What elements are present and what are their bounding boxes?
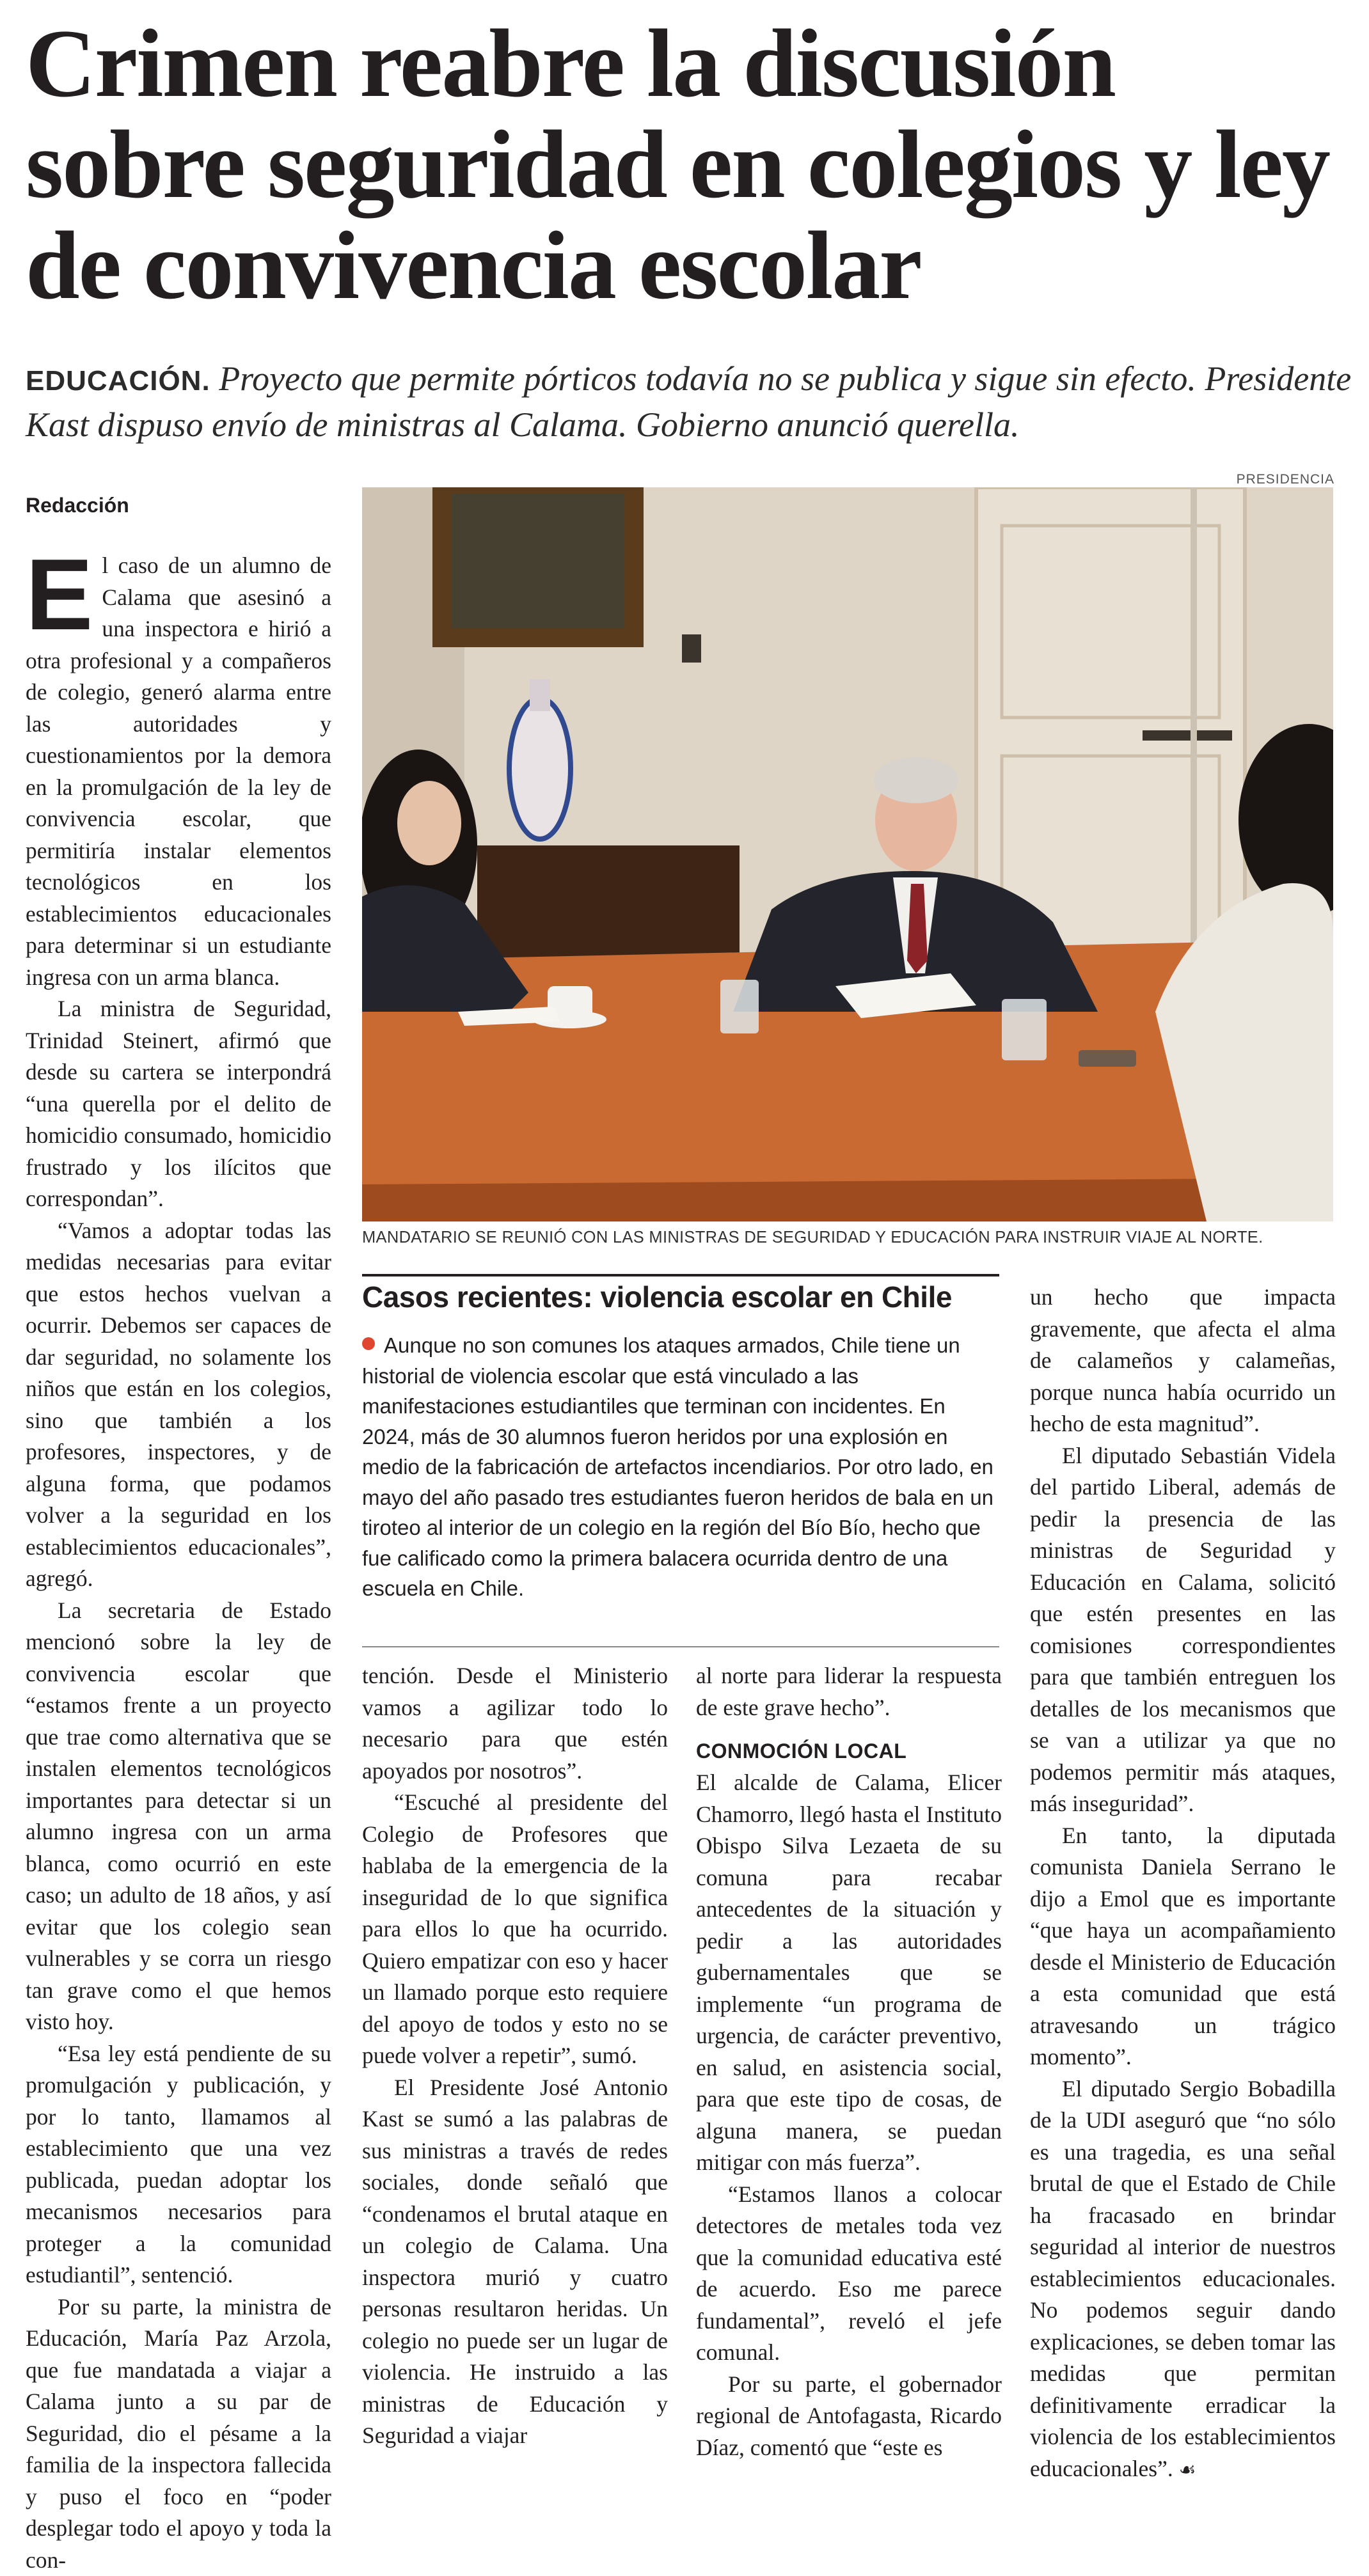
photo-table-edge [362, 1178, 1333, 1221]
paragraph: El alcalde de Calama, Elicer Chamorro, llegó hasta el Instituto Obispo Silva Lezaeta de su comuna para recabar antecedentes de la situación y pedir a las autoridades gubernamentales que se implemente “un programa de urgencia, de carácter preventivo, en salud, en asistencia social, para que este tipo de cosas, de alguna manera, se puedan mitigar con más fuerza”. [696, 1767, 1002, 2179]
end-mark-icon: ☙ [1179, 2459, 1196, 2481]
deck-text: Proyecto que permite pórticos todavía no se publica y sigue sin efecto. Presidente Kast dispuso envío de ministras al Calama. Gobierno anunció querella. [26, 359, 1351, 444]
paragraph: “Escuché al presidente del Colegio de Profesores que hablaba de la emergencia de la inseguridad de lo que significa para ellos lo que ha ocurrido. Quiero empatizar con eso y hacer un llamado porque esto requiere del apoyo de todos y esto no se puede volver a repetir”, sumó. [362, 1787, 668, 2072]
box-rule-top [362, 1274, 999, 1276]
box-title: Casos recientes: violencia escolar en Chile [362, 1278, 1002, 1316]
article-photo [362, 487, 1333, 1221]
paragraph-text: l caso de un alumno de Calama que asesinó a una inspectora e hirió a otra profesional y a compañeros de colegio, generó alarma entre las autoridades y cuestionamientos por la demora en la promulgación de la ley de convivencia escolar, que permitiría instalar elementos tecnológicos en los establecimientos educacionales para determinar si un estudiante ingresa con un arma blanca. [26, 553, 331, 990]
photo-illustration [362, 487, 1333, 1221]
box-body: Aunque no son comunes los ataques armados, Chile tiene un historial de violencia escolar que está vinculado a las manifestaciones estudiantiles que terminan con incidentes. En 2024, más de 30 alumnos fueron heridos por una explosión en medio de la fabricación de artefactos incendiarios. Por otro lado, en mayo del año pasado tres estudiantes fueron heridos de bala en un tiroteo al interior de un colegio en la región del Bío Bío, hecho que fue calificado como la primera balacera ocurrida dentro de una escuela en Chile. [362, 1333, 993, 1600]
paragraph: La secretaria de Estado mencionó sobre la ley de convivencia escolar que “estamos frente a un proyecto que trae como alternativa que se instalen elementos tecnológicos importantes para detectar si un alumno ingresa con un arma blanca, como ocurrió en este caso; un adulto de 18 años, y así evitar que los colegio sean vulnerables y se corra un riesgo tan grave como el que hemos visto hoy. [26, 1595, 331, 2038]
paragraph: El diputado Sebastián Videla del partido Liberal, además de pedir la presencia de las ministras de Seguridad y Educación en Calama, solicitó que estén presentes en las comisiones correspondientes para que también entreguen los detalles de los mecanismos que se van a utilizar ya que no podemos permitir más ataques, más inseguridad”. [1030, 1440, 1336, 1820]
photo-phone [1079, 1050, 1136, 1067]
photo-door-handle [1143, 730, 1232, 741]
column-1 [26, 550, 331, 2576]
paragraph: “Estamos llanos a colocar detectores de metales toda vez que la comunidad educativa esté de acuerdo. Eso me parece fundamental”, reveló el jefe comunal. [696, 2179, 1002, 2369]
photo-woman-left-face [397, 781, 461, 865]
dropcap: E [26, 555, 93, 634]
column-2 [362, 1660, 668, 2452]
paragraph: Por su parte, la ministra de Educación, María Paz Arzola, que fue mandatada a viajar a Calama junto a su par de Seguridad, dio el pésame a la familia de la inspectora fallecida y puso el foco en “poder desplegar todo el apoyo y toda la con- [26, 2291, 331, 2576]
paragraph: al norte para liderar la respuesta de este grave hecho”. [696, 1660, 1002, 1724]
paragraph: Por su parte, el gobernador regional de Antofagasta, Ricardo Díaz, comentó que “este es [696, 2369, 1002, 2464]
column-3 [696, 1660, 1002, 2463]
photo-caption: MANDATARIO SE REUNIÓ CON LAS MINISTRAS DE SEGURIDAD Y EDUCACIÓN PARA INSTRUIR VIAJE AL NORTE. [362, 1227, 1333, 1248]
paragraph: “Esa ley está pendiente de su promulgación y publicación, y por lo tanto, llamamos al establecimiento que una vez publicada, puedan adoptar los mecanismos necesarios para proteger a la comunidad estudiantil”, sentenció. [26, 2038, 331, 2291]
paragraph [1030, 2073, 1336, 2486]
photo-glass-2 [1002, 999, 1047, 1060]
paragraph: “Vamos a adoptar todas las medidas necesarias para evitar que estos hechos vuelvan a ocurrir. Debemos ser capaces de dar seguridad, no solamente los niños que están en los colegios, sino que también a los profesores, inspectores, y de alguna forma, que podamos volver a la seguridad en los establecimientos educacionales”, agregó. [26, 1215, 331, 1595]
box-rule-bottom [362, 1646, 999, 1647]
paragraph: un hecho que impacta gravemente, que afecta el alma de calameños y calameñas, porque nunca había ocurrido un hecho de esta magnitud”. [1030, 1282, 1336, 1440]
photo-painting [452, 494, 624, 628]
section-label: EDUCACIÓN. [26, 365, 210, 397]
paragraph: tención. Desde el Ministerio vamos a agilizar todo lo necesario para que estén apoyados por nosotros”. [362, 1660, 668, 1787]
box-text [362, 1330, 999, 1604]
photo-glass-1 [720, 980, 759, 1033]
paragraph: La ministra de Seguridad, Trinidad Steinert, afirmó que desde su cartera se interpondrá “una querella por el delito de homicidio consumado, homicidio frustrado y los ilícitos que correspondan”. [26, 993, 331, 1215]
headline: Crimen reabre la discusión sobre seguridad en colegios y ley de convivencia escolar [26, 13, 1356, 316]
deck [26, 357, 1356, 446]
byline: Redacción [26, 494, 129, 517]
paragraph: El Presidente José Antonio Kast se sumó a las palabras de sus ministras a través de redes sociales, donde señaló que “condenamos el brutal ataque en un colegio de Calama. Una inspectora murió y cuatro personas resultaron heridas. Un colegio no puede ser un lugar de violencia. He instruido a las ministras de Educación y Seguridad a viajar [362, 2072, 668, 2452]
photo-switch [682, 634, 701, 663]
photo-man-hair [874, 757, 958, 803]
paragraph: En tanto, la diputada comunista Daniela Serrano le dijo a Emol que es importante “que haya un acompañamiento desde el Ministerio de Educación a esta comunidad que está atravesando un trágico momento”. [1030, 1820, 1336, 2073]
bullet-icon [362, 1337, 375, 1350]
paragraph-text: El diputado Sergio Bobadilla de la UDI aseguró que “no sólo es una tragedia, es una señal brutal de que el Estado de Chile ha fracasado en brindar seguridad al interior de nuestros establecimientos educacionales. No podemos seguir dando explicaciones, se deben tomar las medidas que permitan definitivamente erradicar la violencia de los establecimientos educacionales”. [1030, 2076, 1336, 2481]
photo-credit: PRESIDENCIA [1237, 472, 1334, 487]
photo-vase [509, 698, 571, 839]
paragraph [26, 550, 331, 993]
subhead: CONMOCIÓN LOCAL [696, 1735, 1002, 1767]
column-4 [1030, 1282, 1336, 2486]
photo-vase-neck [530, 679, 550, 711]
